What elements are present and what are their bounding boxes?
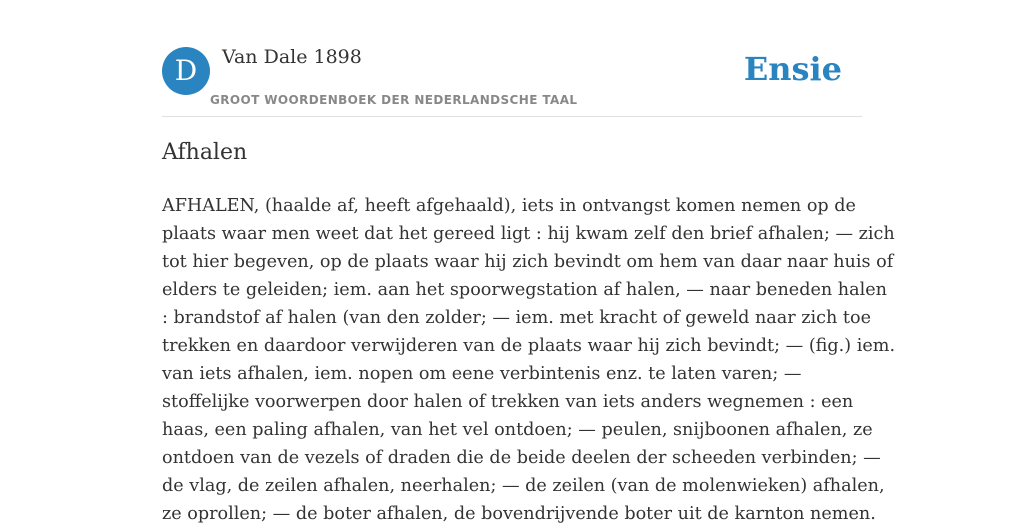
ensie-logo[interactable]: Ensie <box>743 50 842 88</box>
definition-line: de vlag, de zeilen afhalen, neerhalen; — de zeilen (van de molenwieken) afhalen, <box>162 476 885 496</box>
definition-line: AFHALEN, (haalde af, heeft afgehaald), iets in ontvangst komen nemen op de <box>162 196 856 216</box>
entry-title: Afhalen <box>162 140 248 165</box>
definition-line: stoffelijke voorwerpen door halen of trekken van iets anders wegnemen : een <box>162 392 854 412</box>
definition-line: haas, een paling afhalen, van het vel ontdoen; — peulen, snijboonen afhalen, ze <box>162 420 873 440</box>
definition-line: ontdoen van de vezels of draden die de beide deelen der scheeden verbinden; — <box>162 448 881 468</box>
dictionary-header <box>162 40 862 117</box>
entry-definition <box>162 192 896 528</box>
definition-line: tot hier begeven, op de plaats waar hij zich bevindt om hem van daar naar huis of <box>162 252 894 272</box>
definition-line: trekken en daardoor verwijderen van de plaats waar hij zich bevindt; — (fig.) iem. <box>162 336 896 356</box>
dictionary-avatar[interactable]: D <box>162 47 210 95</box>
dictionary-title-link[interactable]: Van Dale 1898 <box>222 46 362 68</box>
definition-line: elders te geleiden; iem. aan het spoorwegstation af halen, — naar beneden halen <box>162 280 887 300</box>
definition-line: van iets afhalen, iem. nopen om eene verbintenis enz. te laten varen; — <box>162 364 802 384</box>
definition-line: : brandstof af halen (van den zolder; — iem. met kracht of geweld naar zich toe <box>162 308 871 328</box>
definition-line: ze oprollen; — de boter afhalen, de bovendrijvende boter uit de karnton nemen. <box>162 504 876 524</box>
definition-line: plaats waar men weet dat het gereed ligt : hij kwam zelf den brief afhalen; — zich <box>162 224 895 244</box>
dictionary-subtitle: GROOT WOORDENBOEK DER NEDERLANDSCHE TAAL <box>210 93 578 107</box>
